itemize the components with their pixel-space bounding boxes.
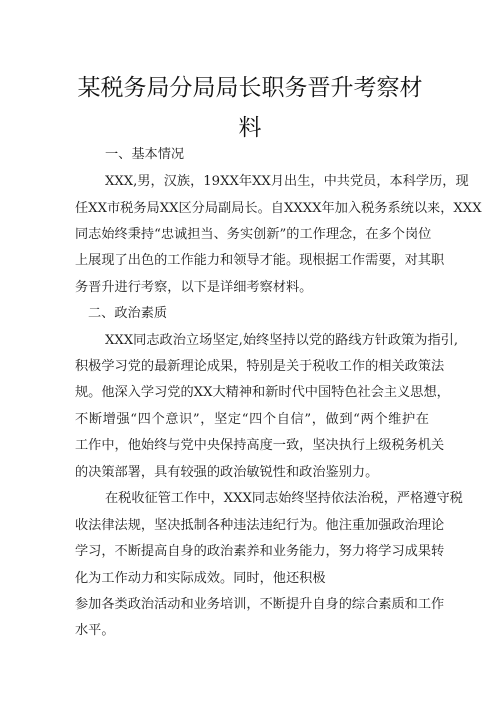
paragraph-line: 积极学习党的最新理论成果，特别是关于税收工作的相关政策法 xyxy=(75,359,445,374)
document-title-line-2: 料 xyxy=(238,115,262,141)
paragraph-line: 的决策部署，具有较强的政治敏锐性和政治鉴别力。 xyxy=(75,465,379,480)
section-heading-political-quality: 二、政治素质 xyxy=(88,306,168,321)
paragraph-line: 学习，不断提高自身的政治素养和业务能力，努力将学习成果转 xyxy=(75,544,445,559)
paragraph-line: 在税收征管工作中，XXX同志始终坚持依法治税，严格遵守税 xyxy=(105,491,463,506)
paragraph-line: 务晋升进行考察，以下是详细考察材料。 xyxy=(75,280,313,295)
paragraph-line: 参加各类政治活动和业务培训，不断提升自身的综合素质和工作 xyxy=(75,597,445,612)
paragraph-line: XXX同志政治立场坚定,始终坚持以党的路线方针政策为指引, xyxy=(105,333,459,348)
paragraph-line: 上展现了出色的工作能力和领导才能。现根据工作需要，对其职 xyxy=(75,253,445,268)
paragraph-line: 任XX市税务局XX区分局副局长。自XXXX年加入税务系统以来，XXX xyxy=(75,201,482,216)
paragraph-line: 不断增强“四个意识”，坚定“四个自信”，做到“两个维护在 xyxy=(75,412,429,427)
paragraph-line: 收法律法规，坚决抵制各种违法违纪行为。他注重加强政治理论 xyxy=(75,518,445,533)
section-heading-basic-info: 一、基本情况 xyxy=(105,147,185,162)
paragraph-line: 同志始终秉持“忠诚担当、务实创新”的工作理念，在多个岗位 xyxy=(75,227,432,242)
paragraph-line: 化为工作动力和实际成效。同时，他还积极 xyxy=(75,571,326,586)
paragraph-line: XXX,男，汉族，19XX年XX月出生，中共党员，本科学历，现 xyxy=(105,174,469,189)
paragraph-line: 规。他深入学习党的XX大精神和新时代中国特色社会主义思想， xyxy=(75,385,450,400)
paragraph-line: 水平。 xyxy=(75,623,115,638)
paragraph-line: 工作中，他始终与党中央保持高度一致，坚决执行上级税务机关 xyxy=(75,438,445,453)
document-title-line-1: 某税务局分局局长职务晋升考察材 xyxy=(77,75,423,101)
